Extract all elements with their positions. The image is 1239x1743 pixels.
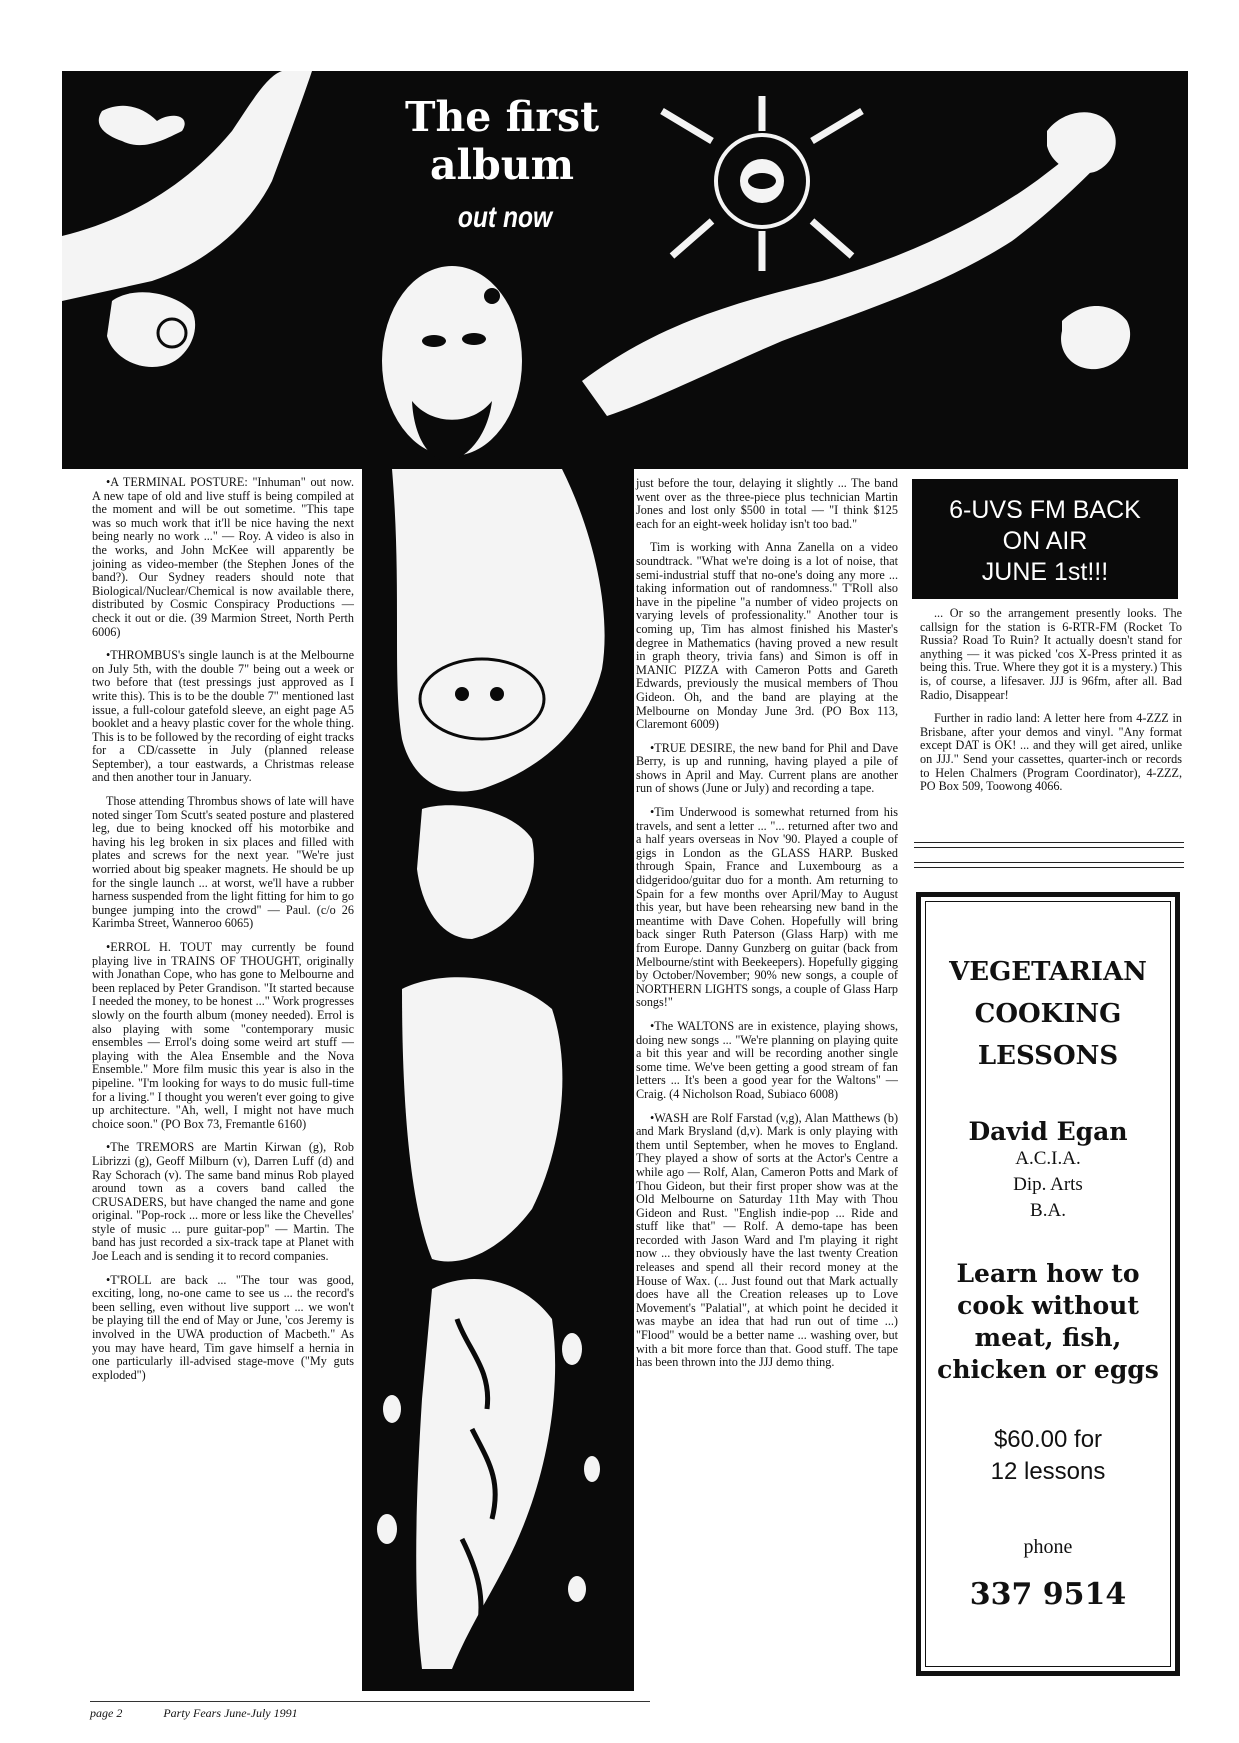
- body-illustration: [362, 469, 634, 1691]
- ad-phone-label: phone: [1023, 1536, 1073, 1558]
- ad-instructor-name: David Egan: [968, 1117, 1128, 1146]
- ad-price-line2: 12 lessons: [990, 1458, 1106, 1485]
- banner-title: [352, 93, 652, 189]
- page-footer: [90, 1701, 650, 1721]
- column-right: [920, 607, 1182, 804]
- ad-phone-number: 337 9514: [969, 1577, 1127, 1612]
- center-illustration: [362, 469, 634, 1691]
- terminal-posture-paragraph: •A TERMINAL POSTURE: "Inhuman" out now. A new tape of old and live stuff is being compiled at the moment and will be out sometime. "This tape was so much work that it'll be nice having the next being nearly no work ..." — Roy. A video is also in the works, and John McKee will apparently be joining as video-member (the Stephen Jones of the band?). Our Sydney readers should note that Biological/Nuclear/Chemical is now available there, distributed by Cosmic Conspiracy Productions — check it out or die. (39 Marmion Street, North Perth 6006): [92, 475, 354, 639]
- ad-pitch-line1: Learn how to: [956, 1259, 1140, 1288]
- thrombus-paragraph-2: Those attending Thrombus shows of late will have noted singer Tom Scutt's seated posture and plastered leg, due to being knocked off his motorbike and having his leg broken in six places and filled with plates and screws for the next year. "We're just worried about big speaker magnets. He should be up for the single launch ... at worst, we'll have a rubber harness suspended from the light fitting for him to go bungee jumping into the crowd" — Paul. (c/o 26 Karimba Street, Wanneroo 6065): [92, 794, 354, 931]
- ad-title-line3: LESSONS: [977, 1041, 1119, 1071]
- troll-paragraph: •T'ROLL are back ... "The tour was good, exciting, long, no-one came to see us ... the record's been selling, even without live support ... we won't be playing till the end of May or June, 'cos Jeremy is involved in the UWA production of Macbeth." As you may have heard, Tim gave himself a hernia in one particularly ill-advised stage-move ("My guts exploded"): [92, 1272, 354, 1382]
- album-banner: [62, 71, 1188, 469]
- ad-qual-3: B.A.: [1030, 1200, 1066, 1221]
- errol-tout-paragraph: •ERROL H. TOUT may currently be found playing live in TRAINS OF THOUGHT, originally with Jonathan Cope, who has gone to Melbourne and been replaced by Peter Grandison. "It started because I needed the money, to be honest ..." Work progresses slowly on the fourth album (money needed). Errol is also playing with some "contemporary music ensembles — Errol's doing some weird art stuff — playing with the Alea Ensemble and the Nova Ensemble." More film music this year is also in the pipeline. "I'm looking for ways to do music full-time for a living." I thought you weren't ever going to give up architecture. "Ah, well, I might not have much choice soon." (PO Box 73, Fremantle 6160): [92, 940, 354, 1131]
- radio-announcement-line2: ON AIR: [1002, 527, 1088, 555]
- radio-announcement-line3: JUNE 1st!!!: [981, 558, 1109, 586]
- page-number: page 2: [90, 1706, 123, 1720]
- banner-subtitle: out now: [457, 201, 553, 234]
- column-middle: [636, 477, 898, 1380]
- ad-title-line2: COOKING: [974, 999, 1122, 1029]
- divider-rule: [914, 842, 1184, 848]
- ad-price-line1: $60.00 for: [993, 1426, 1103, 1453]
- true-desire-paragraph: •TRUE DESIRE, the new band for Phil and Dave Berry, is up and running, having played a pile of shows in April and May. Current plans are another run of shows (June or July) and recording a tape.: [636, 740, 898, 796]
- divider-rule-2: [914, 862, 1184, 868]
- radio-announcement-line1: 6-UVS FM BACK: [949, 496, 1141, 524]
- tremors-paragraph: •The TREMORS are Martin Kirwan (g), Rob Librizzi (g), Geoff Milburn (v), Darren Luff (d) and Ray Schorach (v). The same band minus Rob played around town as a covers band called the CRUSADERS, but have changed the name and gone original. "Pop-rock ... more or less like the Chevelles' style of music ... pure guitar-pop" — Martin. The band has just recorded a six-track tape at Planet with Joe Leach and is sending it to record companies.: [92, 1140, 354, 1264]
- ad-title-line1: VEGETARIAN: [949, 957, 1147, 987]
- issue-name: Party Fears June-July 1991: [163, 1706, 298, 1720]
- ad-qual-1: A.C.I.A.: [1015, 1148, 1081, 1169]
- vegetarian-cooking-ad: [916, 892, 1180, 1676]
- ad-pitch-line2: cook without: [957, 1291, 1139, 1320]
- banner-title-line1: The first: [404, 93, 600, 141]
- tim-underwood-paragraph: •Tim Underwood is somewhat returned from his travels, and sent a letter ... "... returned after two and a half years overseas in Nov '90. Played a couple of gigs in London as the GLASS HARP. Busked through Spain, France and Luxembourg as a didgeridoo/guitar duo for a month. Am returning to Spain for a few months over April/May to August this year, but have been rehearsing new band in the meantime with Dave Cohen. Hopefully will bring back singer Ruth Paterson (Glass Harp) with me from Europe. Danny Gunzberg on guitar (back from Melbourne/stint with Beekeepers). Hopefully gigging by October/November; 90% new songs, a couple of NORTHERN LIGHTS songs, a couple of Glass Harp songs!": [636, 805, 898, 1010]
- radio-land-paragraph: Further in radio land: A letter here from 4-ZZZ in Brisbane, after your demos and vinyl. "Any format except DAT is OK! ... and they will get aired, unlike on JJJ." Send your cassettes, quarter-inch or records to Helen Chalmers (Program Coordinator), 4-ZZZ, PO Box 509, Toowong 4066.: [920, 711, 1182, 794]
- waltons-paragraph: •The WALTONS are in existence, playing shows, doing new songs ... "We're planning on playing quite a bit this year and will be recording another single some time. We've been getting a good stream of fan letters ... It's been a good year for the Waltons" — Craig. (4 Nicholson Road, Subiaco 6008): [636, 1018, 898, 1101]
- ad-pitch-line4: chicken or eggs: [937, 1355, 1159, 1384]
- radio-announcement-box: [912, 479, 1178, 599]
- tim-video-paragraph: Tim is working with Anna Zanella on a video soundtrack. "What we're doing is a lot of noise, that semi-industrial stuff that no-one's doing any more ... taking information out of randomness." T'Roll also have in the pipeline "a number of video projects on varying levels of professionality." Another tour is coming up, Tim has almost finished his Master's degree in Mathematics (having proved a new result in graph theory, trivia fans) and Simon is off in MANIC PIZZA with Cameron Potts and Gareth Edwards, previously the musical members of Thou Gideon. Oh, and the band are playing at the Melbourne on Monday June 3rd. (PO Box 113, Claremont 6009): [636, 540, 898, 732]
- ad-pitch-line3: meat, fish,: [974, 1323, 1122, 1352]
- ad-inner-border: [925, 901, 1171, 1667]
- troll-continued-paragraph: just before the tour, delaying it slightly ... The band went over as the three-piece plus technician Martin Jones and lost only $500 in total — "I think $125 each for an eight-week holiday isn't too bad.": [636, 476, 898, 531]
- wash-paragraph: •WASH are Rolf Farstad (v,g), Alan Matthews (b) and Mark Brysland (d,v). Mark is only playing with them until September, when he moves to England. They played a show of sorts at the Actor's Centre a while ago — Rolf, Alan, Cameron Potts and Mark of Thou Gideon, but their first proper show was at the Old Melbourne on Saturday 11th May with Thou Gideon and Rust. "English indie-pop ... Ride and stuff like that" — Rolf. A demo-tape has been recorded with Jason Ward and I'm playing it right now ... they obviously have the last twenty Creation releases and spend all their record money at the House of Wax. (... Just found out that Mark actually does have all the Creation releases up to Love Movement's "Palatial", at which point he decided it was maybe an idea that had run out of time ...) "Flood" would be a better name ... washing over, but with a bit more force than that. Good stuff. The tape has been thrown into the JJJ demo thing.: [636, 1110, 898, 1370]
- ad-qual-2: Dip. Arts: [1013, 1174, 1083, 1195]
- column-left: [92, 476, 354, 1392]
- thrombus-paragraph: •THROMBUS's single launch is at the Melbourne on July 5th, with the double 7" being out a week or two before that (test pressings just approved as I write this). This is to be the double 7" mentioned last issue, a full-colour gatefold sleeve, an eight page A5 booklet and a heavy plastic cover for the whole thing. This is to be followed by the recording of eight tracks for a CD/cassette in July (planned release September), a tour eastwards, a Christmas release and then another tour in January.: [92, 648, 354, 785]
- banner-title-line2: album: [429, 141, 574, 189]
- radio-station-paragraph: ... Or so the arrangement presently looks. The callsign for the station is 6-RTR-FM (Rocket To Russia? Road To Ruin? It actually doesn't stand for anything — it was picked 'cos X-Press printed it as being this. True. Where they got it is a mystery.) This is, of course, a lifesaver. JJJ is 96fm, after all. Bad Radio, Disappear!: [920, 606, 1182, 702]
